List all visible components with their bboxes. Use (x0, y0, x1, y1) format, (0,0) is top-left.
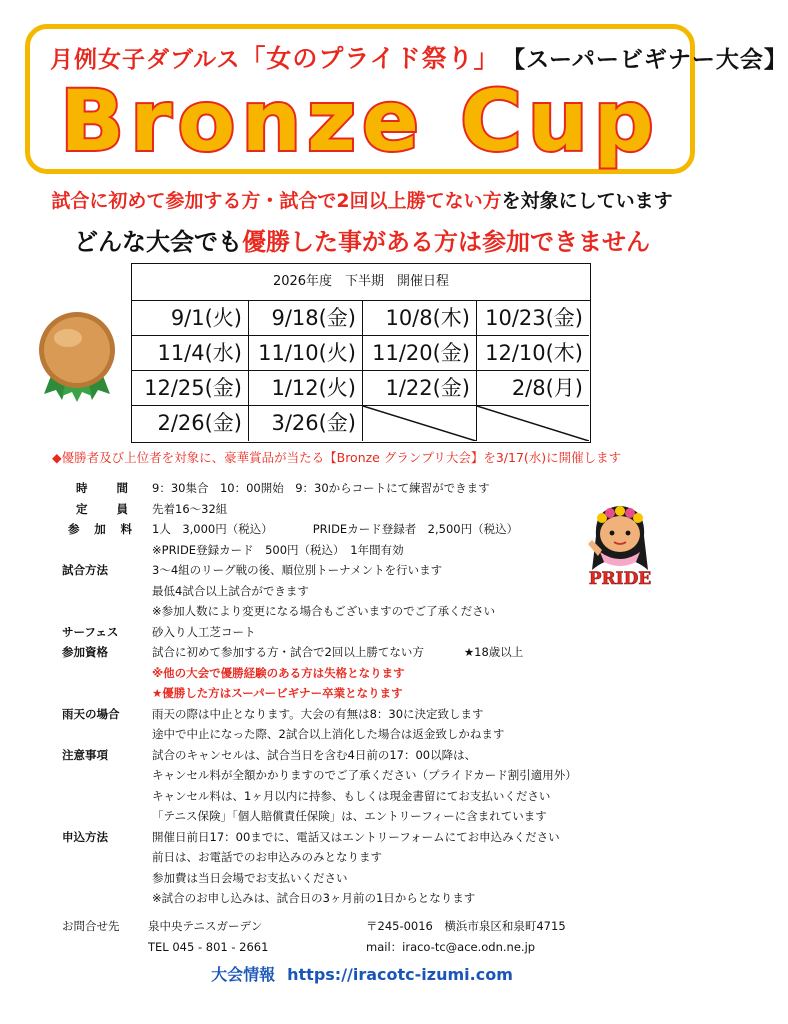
capacity-row (62, 499, 582, 520)
fee-row (62, 519, 582, 540)
fee-value-pride: PRIDEカード登録者 2,500円（税込） (312, 522, 519, 536)
rain-label: 雨天の場合 (62, 706, 120, 721)
time-label: 時間 (76, 481, 128, 495)
format-row-2 (62, 581, 582, 602)
caution-row-4 (62, 806, 582, 827)
tournament-info-link[interactable]: https://iracotc-izumi.com (287, 965, 513, 984)
schedule-date: 12/25(金) (132, 371, 249, 406)
target-line (0, 186, 724, 213)
schedule-date: 9/1(火) (132, 301, 249, 336)
monthly-label: 月例女子ダブルス (50, 47, 241, 73)
schedule-date: 12/10(木) (477, 336, 589, 371)
apply-row-2 (62, 847, 582, 868)
target-red: 試合に初めて参加する方・試合で2回以上勝てない方 (51, 190, 502, 212)
restriction-line (0, 222, 724, 257)
schedule-date: 1/22(金) (363, 371, 477, 406)
target-black: を対象にしています (501, 190, 673, 212)
footer-info (0, 962, 724, 985)
schedule-table (131, 263, 591, 443)
details-section (62, 478, 582, 909)
contact-section (62, 916, 566, 957)
contact-tel: TEL 045 - 801 - 2661 (148, 939, 269, 954)
footer-label: 大会情報 (211, 965, 276, 984)
rain-row (62, 704, 582, 725)
schedule-header: 2026年度 下半期 開催日程 (132, 264, 590, 301)
caution-row-3 (62, 786, 582, 807)
schedule-date: 11/20(金) (363, 336, 477, 371)
format-line: ※参加人数により変更になる場合もございますのでご了承ください (152, 604, 496, 618)
grand-prix-notice: ◆優勝者及び上位者を対象に、豪華賞品が当たる【Bronze グランプリ大会】を3/17(水)に開催します (52, 450, 622, 465)
schedule-date: 3/26(金) (249, 406, 363, 441)
format-row (62, 560, 582, 581)
schedule-empty-cell (363, 406, 477, 441)
apply-row-4 (62, 888, 582, 909)
schedule-date: 11/10(火) (249, 336, 363, 371)
fee-note-row (62, 540, 582, 561)
fee-note: ※PRIDE登録カード 500円（税込） 1年間有効 (152, 542, 404, 557)
contact-label: お問合せ先 (62, 919, 120, 933)
caution-line: キャンセル料は、1ヶ月以内に持参、もしくは現金書留にてお支払いください (152, 788, 551, 803)
caution-row (62, 745, 582, 766)
eligibility-row-2 (62, 663, 582, 684)
surface-value: 砂入り人工芝コート (152, 624, 256, 639)
time-value: 9：30集合 10：00開始 9：30からコートにて練習ができます (152, 481, 490, 495)
apply-line: 開催日前日17：00までに、電話又はエントリーフォームにてお申込みください (152, 829, 560, 844)
surface-label: サーフェス (62, 624, 119, 639)
eligibility-row-3 (62, 683, 582, 704)
caution-row-2 (62, 765, 582, 786)
rain-line: 途中で中止になった際、2試合以上消化した場合は返金致しかねます (152, 727, 505, 741)
header-banner (25, 24, 788, 174)
fee-value: 1人 3,000円（税込） (152, 522, 273, 536)
category-label: 【スーパービギナー大会】 (513, 47, 788, 73)
caution-label: 注意事項 (62, 747, 108, 762)
contact-address: 〒245-0016 横浜市泉区和泉町4715 (366, 919, 566, 933)
fee-label: 参加料 (68, 522, 132, 536)
cup-title: Bronze Cup (60, 72, 660, 170)
eligibility-row (62, 642, 582, 663)
caution-line: キャンセル料が全額かかりますのでご了承ください（プライドカード割引適用外） (152, 768, 577, 782)
apply-row (62, 827, 582, 848)
format-line: 3～4組のリーグ戦の後、順位別トーナメントを行います (152, 563, 443, 577)
pride-logo-text: PRIDE (588, 569, 652, 589)
schedule-date: 9/18(金) (249, 301, 363, 336)
graduation-note: ★優勝した方はスーパービギナー卒業となります (152, 686, 403, 700)
schedule-date: 10/23(金) (477, 301, 589, 336)
apply-line: 前日は、お電話でのお申込みのみとなります (152, 850, 382, 864)
eligibility-value: 試合に初めて参加する方・試合で2回以上勝てない方 (152, 645, 424, 659)
rain-row-2 (62, 724, 582, 745)
festival-label: 「女のプライド祭り」 (240, 44, 500, 73)
capacity-label: 定員 (76, 501, 128, 516)
apply-label: 申込方法 (62, 829, 108, 844)
caution-line: 試合のキャンセルは、試合当日を含む4日前の17：00以降は、 (152, 747, 477, 762)
apply-line: ※試合のお申し込みは、試合日の3ヶ月前の1日からとなります (152, 891, 476, 905)
format-label: 試合方法 (62, 563, 108, 577)
contact-row-2 (62, 937, 566, 958)
disqualify-note: ※他の大会で優勝経験のある方は失格となります (152, 665, 405, 680)
capacity-value: 先着16～32組 (152, 501, 228, 516)
schedule-date: 1/12(火) (249, 371, 363, 406)
schedule-date: 2/8(月) (477, 371, 589, 406)
schedule-grid (132, 301, 590, 441)
schedule-empty-cell (477, 406, 589, 441)
schedule-date: 2/26(金) (132, 406, 249, 441)
time-row (62, 478, 582, 499)
bronze-medal-icon (32, 310, 122, 402)
pride-mascot-logo (574, 496, 666, 592)
banner-subtitle (50, 39, 788, 75)
eligibility-label: 参加資格 (62, 645, 108, 659)
apply-row-3 (62, 868, 582, 889)
surface-row (62, 622, 582, 643)
restriction-black: どんな大会でも (74, 228, 242, 256)
age-requirement: ★18歳以上 (463, 645, 524, 659)
schedule-date: 10/8(木) (363, 301, 477, 336)
contact-name: 泉中央テニスガーデン (148, 919, 263, 933)
contact-row-1 (62, 916, 566, 937)
restriction-red: 優勝した事がある方は参加できません (242, 228, 650, 256)
format-row-3 (62, 601, 582, 622)
caution-line: 「テニス保険」「個人賠償責任保険」は、エントリーフィーに含まれています (152, 809, 547, 823)
contact-mail[interactable]: mail：iraco-tc@ace.odn.ne.jp (366, 939, 536, 954)
format-line: 最低4試合以上試合ができます (152, 583, 309, 598)
apply-line: 参加費は当日会場でお支払いください (152, 870, 348, 885)
rain-line: 雨天の際は中止となります。大会の有無は8：30に決定致します (152, 706, 484, 721)
schedule-date: 11/4(水) (132, 336, 249, 371)
